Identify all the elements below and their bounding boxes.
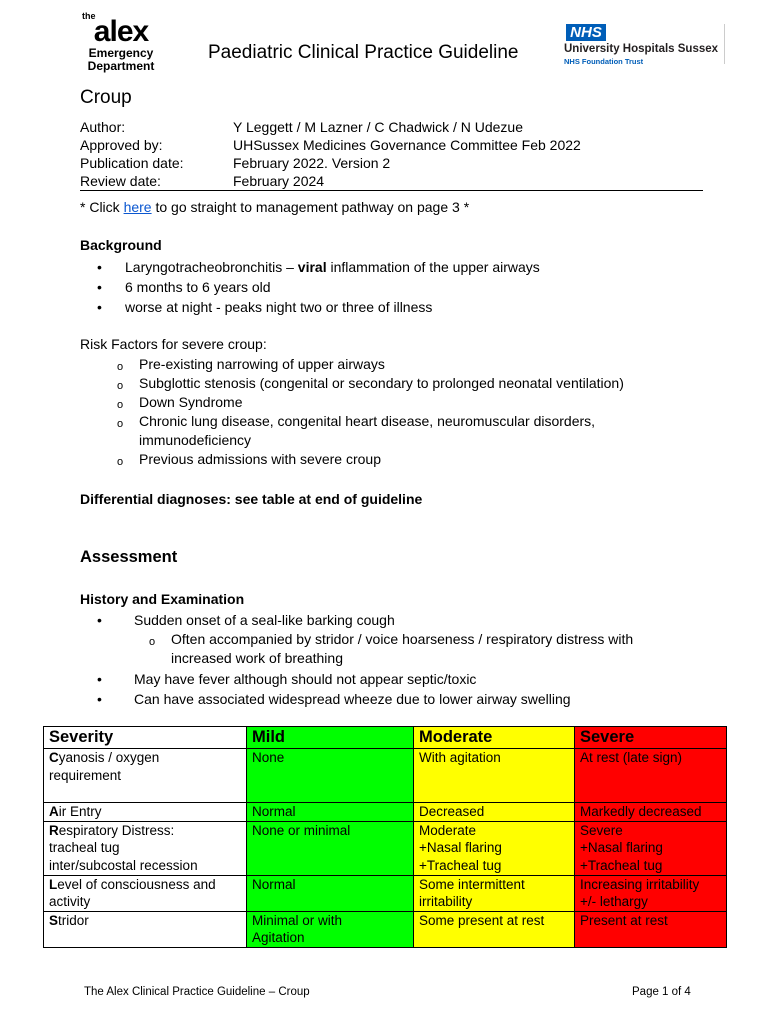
- cell-text: +Nasal flaring: [580, 840, 663, 855]
- row-label: [44, 749, 247, 803]
- header-rule: [80, 190, 703, 191]
- table-row: [44, 821, 727, 875]
- list-item: • worse at night - peaks night two or three of illness: [80, 297, 720, 317]
- list-item: o Pre-existing narrowing of upper airways: [80, 355, 680, 374]
- row-initial: R: [49, 822, 59, 838]
- logo-the: the: [82, 11, 96, 21]
- cell-text: With agitation: [419, 750, 501, 765]
- meta-value: UHSussex Medicines Governance Committee Feb 2022: [233, 137, 581, 153]
- cell-moderate: [414, 875, 575, 911]
- row-label: [44, 875, 247, 911]
- cell-text: Severe: [580, 822, 623, 838]
- nhs-logo-badge: NHS: [566, 24, 606, 41]
- row-label: [44, 803, 247, 822]
- row-label-text: activity: [49, 894, 91, 909]
- list-item: [80, 257, 720, 277]
- cell-moderate: [414, 821, 575, 875]
- table-row: [44, 911, 727, 947]
- row-label-text: tridor: [58, 912, 89, 928]
- logo-alex: alex: [93, 15, 149, 48]
- row-label: [44, 911, 247, 947]
- cell-text: +/- lethargy: [580, 894, 648, 909]
- meta-label: Author:: [80, 119, 126, 135]
- alex-ed-logo: [76, 12, 166, 73]
- meta-label: Publication date:: [80, 155, 184, 171]
- meta-value: February 2022. Version 2: [233, 155, 391, 171]
- cell-severe: [575, 821, 727, 875]
- header-moderate: Moderate: [414, 727, 575, 749]
- cell-moderate: [414, 803, 575, 822]
- cell-mild: [247, 911, 414, 947]
- history-list-continued: [80, 669, 720, 709]
- cell-moderate: [414, 911, 575, 947]
- differential-note: Differential diagnoses: see table at end of guideline: [80, 491, 423, 507]
- cell-mild: [247, 749, 414, 803]
- risk-heading: Risk Factors for severe croup:: [80, 336, 267, 352]
- meta-label: Approved by:: [80, 137, 163, 153]
- logo-line2: Department: [87, 59, 155, 73]
- document-metadata: [80, 118, 581, 190]
- cell-text: +Nasal flaring: [419, 840, 502, 855]
- list-item: • May have fever although should not appear septic/toxic: [80, 669, 720, 689]
- meta-label: Review date:: [80, 173, 161, 189]
- table-row: [44, 749, 727, 803]
- note-suffix: to go straight to management pathway on page 3 *: [151, 199, 470, 215]
- cell-text: At rest (late sign): [580, 750, 683, 765]
- cell-text: Present at rest: [580, 912, 668, 928]
- header-divider: [724, 24, 725, 64]
- table-row: [44, 803, 727, 822]
- list-item: o Down Syndrome: [80, 393, 680, 412]
- item-bold: viral: [297, 259, 327, 275]
- cell-text: None: [252, 750, 285, 765]
- logo-line1: Emergency: [88, 46, 154, 60]
- cell-severe: [575, 749, 727, 803]
- header-title: Paediatric Clinical Practice Guideline: [208, 42, 519, 63]
- row-label-text: evel of consciousness and: [57, 876, 216, 892]
- nhs-foundation-trust: NHS Foundation Trust: [564, 57, 644, 66]
- meta-row-publication: [80, 154, 581, 172]
- history-heading: History and Examination: [80, 591, 245, 607]
- cell-text: Markedly decreased: [580, 804, 702, 819]
- row-label-text: tracheal tug: [49, 840, 120, 855]
- row-label-text: espiratory Distress:: [58, 822, 175, 838]
- cell-text: Normal: [252, 876, 296, 892]
- row-label-text: yanosis / oxygen: [58, 750, 160, 765]
- list-item: • Can have associated widespread wheeze due to lower airway swelling: [80, 689, 720, 709]
- cell-text: +Tracheal tug: [419, 857, 502, 873]
- header-mild: Mild: [247, 727, 414, 749]
- cell-text: None or minimal: [252, 822, 351, 838]
- list-item: • 6 months to 6 years old: [80, 277, 720, 297]
- meta-value: Y Leggett / M Lazner / C Chadwick / N Udezue: [233, 119, 523, 135]
- assessment-heading: Assessment: [80, 548, 178, 566]
- table-row: [44, 875, 727, 911]
- background-list: [80, 257, 720, 317]
- list-item: o Subglottic stenosis (congenital or secondary to prolonged neonatal ventilation): [80, 374, 680, 393]
- row-initial: C: [49, 750, 59, 765]
- cell-severe: [575, 875, 727, 911]
- row-initial: L: [49, 876, 58, 892]
- list-item: o Often accompanied by stridor / voice hoarseness / respiratory distress with increased work of breathing: [112, 630, 692, 668]
- cell-mild: [247, 803, 414, 822]
- cell-text: Agitation: [252, 930, 305, 945]
- risk-list: [80, 355, 680, 469]
- nhs-trust-name: University Hospitals Sussex: [564, 43, 719, 55]
- list-item: o Previous admissions with severe croup: [80, 450, 680, 469]
- cell-mild: [247, 875, 414, 911]
- list-item: o Chronic lung disease, congenital heart disease, neuromuscular disorders, immunodeficiency: [80, 412, 680, 450]
- meta-row-approved: [80, 136, 581, 154]
- meta-row-author: [80, 118, 581, 136]
- cell-text: Increasing irritability: [580, 876, 700, 892]
- cell-moderate: [414, 749, 575, 803]
- management-pathway-note: [80, 198, 469, 217]
- item-text: Laryngotracheobronchitis –: [125, 259, 298, 275]
- row-initial: S: [49, 912, 59, 928]
- cell-text: Minimal or with: [252, 912, 343, 928]
- cell-text: +Tracheal tug: [580, 857, 663, 873]
- cell-text: Some intermittent: [419, 876, 525, 892]
- cell-severe: [575, 911, 727, 947]
- note-prefix: * Click: [80, 199, 124, 215]
- background-heading: Background: [80, 237, 162, 253]
- cell-text: irritability: [419, 894, 473, 909]
- document-title: Croup: [80, 87, 132, 108]
- cell-severe: [575, 803, 727, 822]
- here-link[interactable]: here: [123, 199, 152, 215]
- header-severity: Severity: [44, 727, 247, 749]
- page-number: Page 1 of 4: [632, 986, 691, 998]
- row-initial: A: [49, 804, 59, 819]
- list-item: • Sudden onset of a seal-like barking cough: [80, 610, 720, 630]
- item-text: inflammation of the upper airways: [326, 259, 540, 275]
- footer-title: The Alex Clinical Practice Guideline – Croup: [84, 986, 310, 998]
- cell-text: Some present at rest: [419, 912, 545, 928]
- history-list: [80, 610, 720, 630]
- cell-text: Decreased: [419, 804, 485, 819]
- row-label: [44, 821, 247, 875]
- cell-mild: [247, 821, 414, 875]
- meta-row-review: [80, 172, 581, 190]
- table-header-row: [44, 727, 727, 749]
- row-label-text: inter/subcostal recession: [49, 857, 198, 873]
- history-sublist: [112, 630, 692, 668]
- cell-text: Normal: [252, 804, 296, 819]
- croup-severity-table: [43, 726, 727, 948]
- meta-value: February 2024: [233, 173, 325, 189]
- header-severe: Severe: [575, 727, 727, 749]
- row-label-text: requirement: [49, 767, 122, 783]
- row-label-text: ir Entry: [58, 804, 102, 819]
- cell-text: Moderate: [419, 822, 477, 838]
